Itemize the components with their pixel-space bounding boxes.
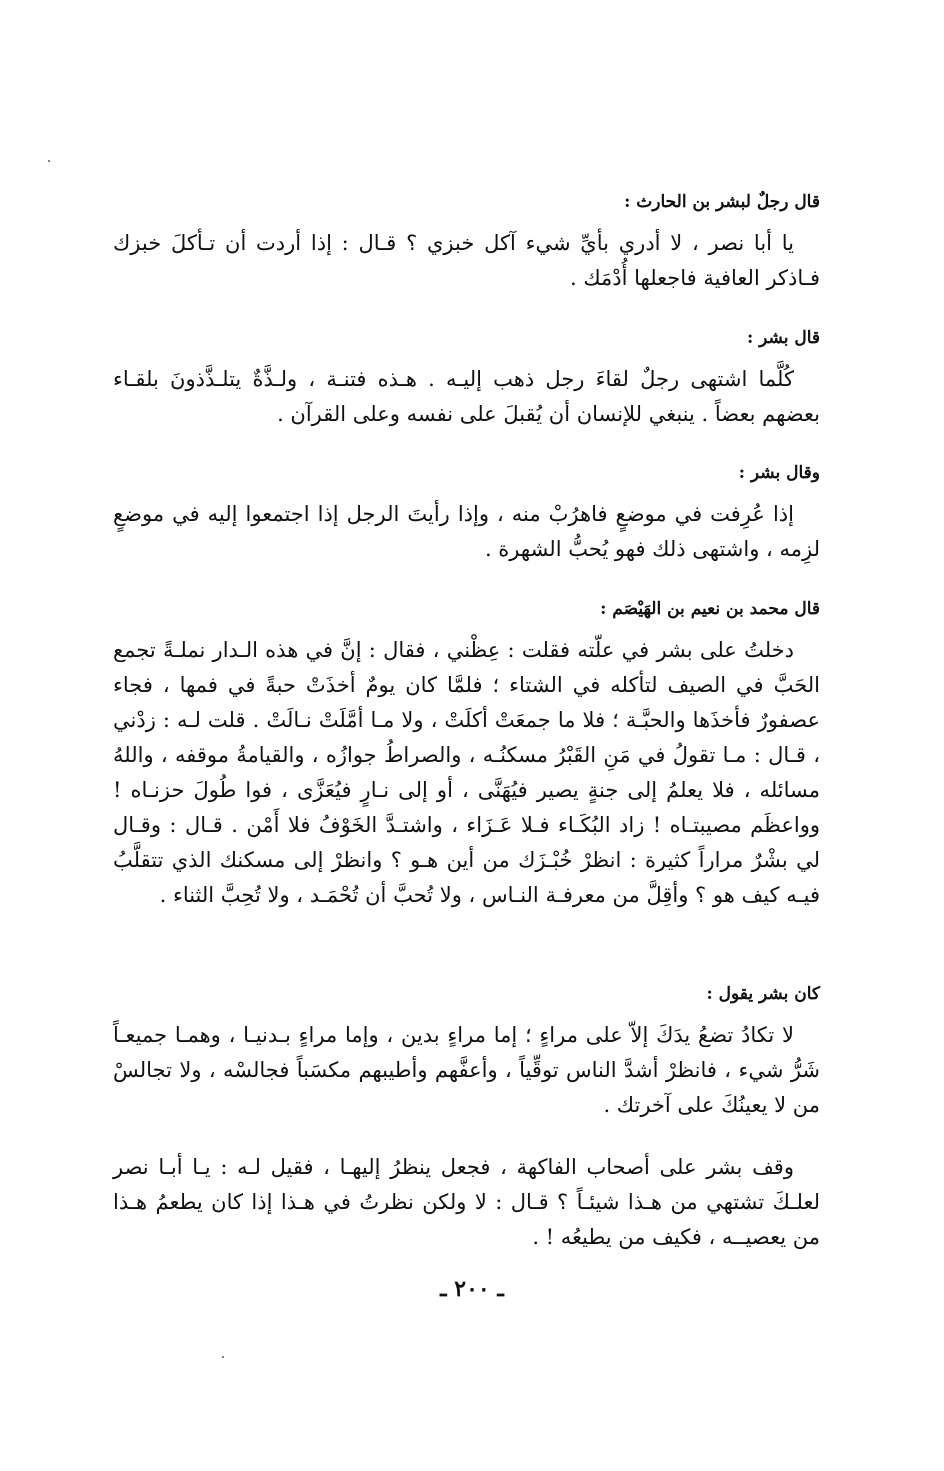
section-3 bbox=[113, 461, 820, 567]
scan-speck bbox=[222, 1356, 224, 1358]
page-number: ـ ٢٠٠ ـ bbox=[440, 1276, 504, 1302]
scan-speck bbox=[48, 160, 50, 162]
section-5 bbox=[113, 982, 820, 1123]
section-paragraph: دخلتُ على بشر في علّته فقلت : عِظْني ، فقال : إنَّ في هذه الـدار نملـةً تجمع الحَبَّ في الصيف لتأكله في الشتاء ؛ فلمَّا كان يومٌ أخذَتْ حبةً في فمها ، فجاء عصفورٌ فأخذَها والحبَّـة ؛ فلا ما جمعَتْ أكلَتْ ، ولا مـا أمَّلَتْ نـالَتْ . قلت لـه : زدْني ، قـال : مـا تقولُ في مَنِ القَبْرُ مسكنُـه ، والصراطُ جوازُه ، والقيامةُ موقفه ، واللهُ مسائله ، فلا يعلمُ إلى جنةٍ يصير فيُهَنَّى ، أو إلى نـارٍ فيُعَزَّى ، فوا طُولَ حزنـاه ! وواعظَم مصيبتـاه ! زاد البُكَـاء فـلا عَـزَاء ، واشتـدَّ الخَوْفُ فلا أَمْن . قـال : وقـال لي بشْرٌ مراراً كثيرة : انظرْ خُبْـزَك من أين هـو ؟ وانظرْ إلى مسكنك الذي تتقلَّبُ فيـه كيف هو ؟ وأقِلَّ من معرفـة النـاس ، ولا تُحبَّ أن تُحْمَـد ، ولا تُحِبَّ الثناء . bbox=[113, 638, 820, 907]
section-heading: كان بشر يقول : bbox=[706, 984, 820, 1004]
section-heading: قال محمد بن نعيم بن الهَيْصَم : bbox=[600, 599, 820, 619]
section-heading: قال بشر : bbox=[746, 328, 820, 348]
section-4 bbox=[113, 597, 820, 913]
section-2 bbox=[113, 326, 820, 432]
section-heading: وقال بشر : bbox=[738, 463, 820, 483]
section-6 bbox=[113, 1150, 820, 1255]
section-paragraph: يا أبا نصر ، لا أدري بأيِّ شيء آكل خبزي ؟ قـال : إذا أردت أن تـأكلَ خبزك فـاذكر العافية فاجعلها أُدْمَك . bbox=[113, 231, 820, 290]
section-paragraph: وقف بشر على أصحاب الفاكهة ، فجعل ينظرُ إليهـا ، فقيل لـه : يـا أبـا نصر لعلـكَ تشتهي من هـذا شيئـاً ؟ قـال : لا ولكن نظرتُ في هـذا إذا كان يطعمُ هـذا من يعصيــه ، فكيف من يطيعُه ! . bbox=[113, 1155, 820, 1249]
section-heading: قال رجلٌ لبشر بن الحارث : bbox=[624, 192, 820, 212]
section-paragraph: كُلَّما اشتهى رجلٌ لقاءَ رجل ذهب إليـه . هـذه فتنـة ، ولـذَّةٌ يتلـذَّذونَ بلقـاء بعضهم بعضاً . ينبغي للإنسان أن يُقبلَ على نفسه وعلى القرآن . bbox=[113, 367, 820, 426]
section-paragraph: لا تكادُ تضعُ يدَكَ إلاّ على مراءٍ ؛ إما مراءٍ بدين ، وإما مراءٍ بـدنيـا ، وهمـا جميعـاً شَرُّ شيء ، فانظرْ أشدَّ الناس توقِّياً ، وأعفَّهم وأطيبهم مكسَباً فجالسْه ، ولا تجالسْ من لا يعينُكَ على آخرتك . bbox=[113, 1023, 820, 1117]
section-paragraph: إذا عُرِفت في موضعٍ فاهرُبْ منه ، وإذا رأيتَ الرجل إذا اجتمعوا إليه في موضعٍ لزِمه ، واشتهى ذلك فهو يُحبُّ الشهرة . bbox=[113, 502, 820, 561]
section-1 bbox=[113, 190, 820, 296]
